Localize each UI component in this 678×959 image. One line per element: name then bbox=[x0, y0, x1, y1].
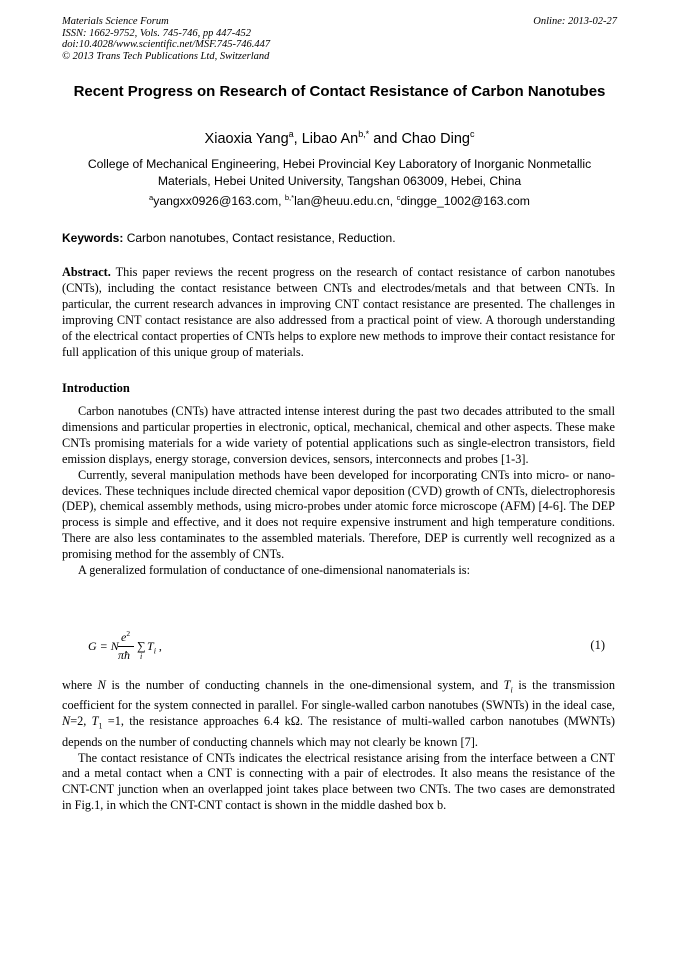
author-name: Xiaoxia Yang bbox=[204, 131, 289, 147]
body-text bbox=[62, 678, 615, 814]
equation-denominator: πħ bbox=[118, 648, 131, 662]
page-header bbox=[62, 16, 617, 62]
email-address: lan@heuu.edu.cn, bbox=[294, 194, 397, 208]
paragraph bbox=[62, 678, 615, 751]
author-name: Chao Ding bbox=[401, 131, 470, 147]
affiliation: College of Mechanical Engineering, Hebei Provincial Key Laboratory of Inorganic Nonmetallic Materials, Hebei United University, Tangshan 063009, Hebei, China bbox=[87, 157, 592, 188]
text-run: where bbox=[62, 678, 98, 692]
equation-term-sub: i bbox=[153, 646, 156, 656]
author-separator: and bbox=[369, 131, 402, 147]
introduction-body bbox=[62, 404, 615, 579]
equation-sum-index: i bbox=[140, 652, 143, 661]
symbol-T: T bbox=[91, 714, 99, 729]
equation-1 bbox=[62, 630, 615, 666]
symbol-T: T bbox=[503, 678, 511, 692]
email-superscript: a bbox=[149, 192, 154, 202]
symbol-subscript: 1 bbox=[98, 721, 103, 731]
paragraph: The contact resistance of CNTs indicates the electrical resistance arising from the interface between a CNT and a metal contact when a CNT is connecting with a pair of electrodes. It also means the resistance of the CNT-CNT junction when an overlapped joint takes place between two CNTs. The two cases are demonstrated in Fig.1, in which the CNT-CNT contact is shown in the middle dashed box b. bbox=[62, 750, 615, 813]
author-line bbox=[62, 130, 617, 148]
online-date: Online: 2013-02-27 bbox=[533, 16, 617, 27]
equation-term-letter: T bbox=[147, 639, 154, 653]
equation-term bbox=[147, 639, 162, 655]
paper-title: Recent Progress on Research of Contact Resistance of Carbon Nanotubes bbox=[73, 83, 606, 100]
paragraph: Carbon nanotubes (CNTs) have attracted intense interest during the past two decades attributed to the small dimensions and particular properties in electronic, optical, mechanical, chemical and other aspects. These make CNTs promising materials for a wide variety of potential applications such as single-electron transistors, field emission displays, energy storage, conversion devices, sensors, interconnects and probes [1-3]. bbox=[62, 404, 615, 466]
symbol-N: N bbox=[62, 714, 71, 729]
equation-number: (1) bbox=[590, 638, 605, 652]
issn-line: ISSN: 1662-9752, Vols. 745-746, pp 447-452 bbox=[62, 27, 251, 39]
abstract-label: Abstract. bbox=[62, 265, 111, 279]
keywords-label: Keywords: bbox=[62, 231, 124, 245]
symbol-N: N bbox=[97, 678, 106, 692]
paragraph: Currently, several manipulation methods have been developed for incorporating CNTs into micro- or nano-devices. These techniques include directed chemical vapor deposition (CVD) growth of CNTs, dielectrophoresis (DEP), chemical assembly methods, using micro-probes under atomic force microscope (AFM) [4-6]. The DEP process is simple and effective, and it does not require expensive instrument and high temperature conditions. There are also less contaminates to the assembled materials. Therefore, DEP is currently well recognized as a promising method for the assembly of CNTs. bbox=[62, 467, 615, 562]
section-heading: Introduction bbox=[62, 381, 130, 395]
text-run: is the number of conducting channels in the one-dimensional system, and bbox=[105, 678, 504, 692]
text-run: is the transmission coefficient for the system connected in parallel. For single-walled carbon nanotubes (SWNTs) in the ideal case, bbox=[62, 678, 615, 713]
author-superscript: a bbox=[288, 129, 294, 140]
paragraph: A generalized formulation of conductance of one-dimensional nanomaterials is: bbox=[78, 563, 470, 578]
author-name: Libao An bbox=[301, 131, 359, 147]
doi-line: doi:10.4028/www.scientific.net/MSF.745-746.447 bbox=[62, 39, 271, 50]
email-address: dingge_1002@163.com bbox=[400, 194, 530, 208]
email-line bbox=[62, 193, 617, 209]
text-run: =1, the resistance approaches 6.4 kΩ. The resistance of multi-walled carbon nanotubes (MWNTs) depends on the number of conducting channels which may not clearly be known [7]. bbox=[62, 714, 615, 749]
equation-fraction-numerator bbox=[121, 630, 130, 645]
equation-tail: , bbox=[155, 639, 162, 653]
fraction-bar bbox=[118, 646, 134, 647]
author-separator: , bbox=[293, 131, 302, 147]
equation-lhs: G = N bbox=[88, 639, 119, 653]
symbol-subscript: i bbox=[510, 685, 513, 695]
email-superscript: b,* bbox=[284, 192, 295, 202]
keywords-text: Carbon nanotubes, Contact resistance, Reduction. bbox=[123, 231, 396, 245]
equation-numerator-sup: 2 bbox=[126, 629, 131, 638]
text-run: =2, bbox=[70, 714, 92, 729]
author-superscript: c bbox=[469, 129, 475, 140]
email-address: yangxx0926@163.com, bbox=[153, 194, 285, 208]
keywords bbox=[62, 230, 617, 246]
author-superscript: b,* bbox=[358, 129, 370, 140]
equation-numerator: e bbox=[121, 630, 127, 644]
equation-sum: ∑ bbox=[137, 639, 146, 653]
abstract bbox=[62, 265, 615, 360]
journal-name: Materials Science Forum bbox=[62, 16, 169, 27]
abstract-text: This paper reviews the recent progress on the research of contact resistance of carbon nanotubes (CNTs), including the contact resistance between CNTs and electrodes/metals and that between CNTs. In particular, the current research advances in improving CNT contact resistance are presented. The challenges in improving CNT contact resistance are also addressed from a practical point of view. A thorough understanding of the electrical contact properties of CNTs helps to explore new methods to improve their contact resistance for full application of this unique group of materials. bbox=[62, 265, 615, 359]
email-superscript: c bbox=[396, 192, 401, 202]
copyright-line: © 2013 Trans Tech Publications Ltd, Switzerland bbox=[62, 50, 270, 62]
